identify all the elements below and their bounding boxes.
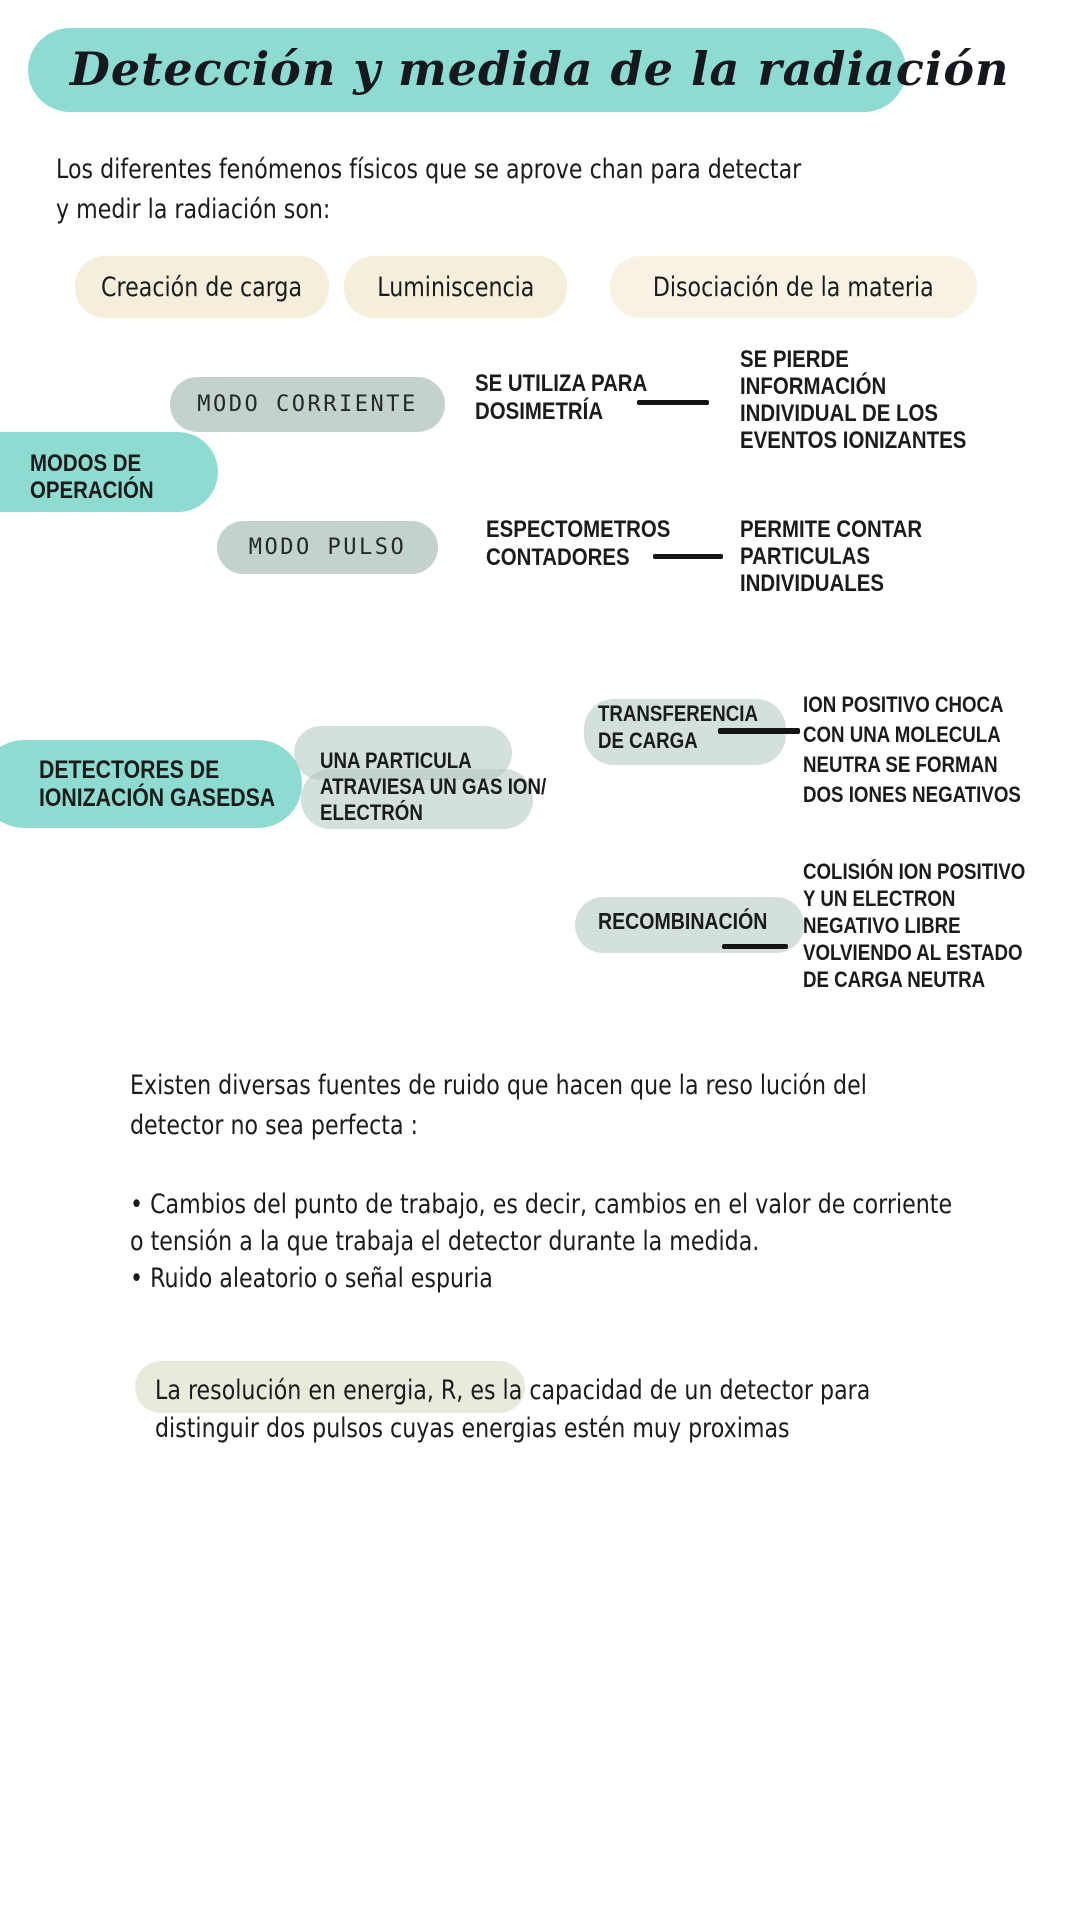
mechanism-line: UNA PARTICULA <box>320 748 472 773</box>
use-line: DOSIMETRÍA <box>475 398 604 425</box>
phenomenon-pill-luminiscencia <box>344 256 567 318</box>
mecanismo-label <box>320 748 546 826</box>
noise-line: detector no sea perfecta : <box>130 1110 419 1141</box>
modo-pulso-pill <box>217 521 438 574</box>
page-title: Detección y medida de la radiación <box>70 42 1010 96</box>
desc-line: NEUTRA SE FORMAN <box>803 752 998 777</box>
noise-intro <box>130 1066 867 1146</box>
desc-line: VOLVIENDO AL ESTADO <box>803 940 1023 965</box>
resolution-note <box>155 1372 870 1448</box>
category-line: DETECTORES DE <box>39 756 220 784</box>
intro-line-1: Los diferentes fenómenos físicos que se aprove chan para detectar <box>56 154 802 185</box>
connector-line-recombinacion <box>722 944 788 949</box>
bullet-line: • Cambios del punto de trabajo, es decir, cambios en el valor de corriente <box>130 1189 953 1220</box>
use-line: ESPECTOMETROS <box>486 516 671 543</box>
desc-line: Y UN ELECTRON <box>803 886 956 911</box>
phenomenon-label: Disociación de la materia <box>653 271 934 303</box>
phenomenon-label: Luminiscencia <box>376 271 535 303</box>
result-line: INFORMACIÓN <box>740 373 887 400</box>
process-line: DE CARGA <box>598 728 698 753</box>
noise-line: Existen diversas fuentes de ruido que hacen que la reso lución del <box>130 1070 867 1101</box>
result-line: PARTICULAS <box>740 543 870 570</box>
use-line: CONTADORES <box>486 544 630 571</box>
category-line: IONIZACIÓN GASEDSA <box>39 784 276 812</box>
resolution-line: distinguir dos pulsos cuyas energias estén muy proximas <box>155 1413 790 1444</box>
modo-pulso-result <box>740 516 922 597</box>
bullet-line: o tensión a la que trabaja el detector durante la medida. <box>130 1226 760 1257</box>
mechanism-line: ATRAVIESA UN GAS ION/ <box>320 774 547 799</box>
bullet-line: • Ruido aleatorio o señal espuria <box>130 1263 493 1294</box>
intro-line-2: y medir la radiación son: <box>56 194 331 225</box>
modo-pulso-label: MODO PULSO <box>248 535 407 560</box>
category-line: MODOS DE <box>30 450 142 477</box>
resolution-line: La resolución en energia, R, es la capacidad de un detector para <box>155 1375 871 1406</box>
result-line: INDIVIDUALES <box>740 570 884 597</box>
desc-line: NEGATIVO LIBRE <box>803 913 961 938</box>
modo-corriente-result <box>740 346 966 454</box>
modo-corriente-pill <box>170 377 445 432</box>
phenomenon-label: Creación de carga <box>101 271 303 303</box>
recombinacion-label: RECOMBINACIÓN <box>598 908 768 934</box>
result-line: EVENTOS IONIZANTES <box>740 427 967 454</box>
connector-line-corriente <box>637 400 709 405</box>
noise-bullets <box>130 1186 952 1297</box>
connector-line-pulso <box>653 554 723 559</box>
phenomenon-pill-disociacion <box>610 256 977 318</box>
modos-operacion-label <box>30 450 154 504</box>
intro-paragraph <box>56 150 801 230</box>
result-line: PERMITE CONTAR <box>740 516 923 543</box>
process-line: TRANSFERENCIA <box>598 701 758 726</box>
modo-pulso-use <box>486 516 670 572</box>
use-line: SE UTILIZA PARA <box>475 370 648 397</box>
detectores-label <box>39 756 275 812</box>
desc-line: CON UNA MOLECULA <box>803 722 1001 747</box>
desc-line: DOS IONES NEGATIVOS <box>803 782 1021 807</box>
connector-line-transferencia <box>718 728 800 734</box>
result-line: INDIVIDUAL DE LOS <box>740 400 938 427</box>
recombinacion-desc <box>803 858 1025 993</box>
category-line: OPERACIÓN <box>30 477 154 504</box>
desc-line: DE CARGA NEUTRA <box>803 967 986 992</box>
transferencia-label <box>598 700 758 754</box>
result-line: SE PIERDE <box>740 346 849 373</box>
transferencia-desc <box>803 690 1021 810</box>
modo-corriente-label: MODO CORRIENTE <box>197 392 418 417</box>
phenomenon-pill-creacion <box>75 256 329 318</box>
mechanism-line: ELECTRÓN <box>320 800 423 825</box>
desc-line: COLISIÓN ION POSITIVO <box>803 859 1026 884</box>
modo-corriente-use <box>475 370 647 426</box>
desc-line: ION POSITIVO CHOCA <box>803 692 1004 717</box>
